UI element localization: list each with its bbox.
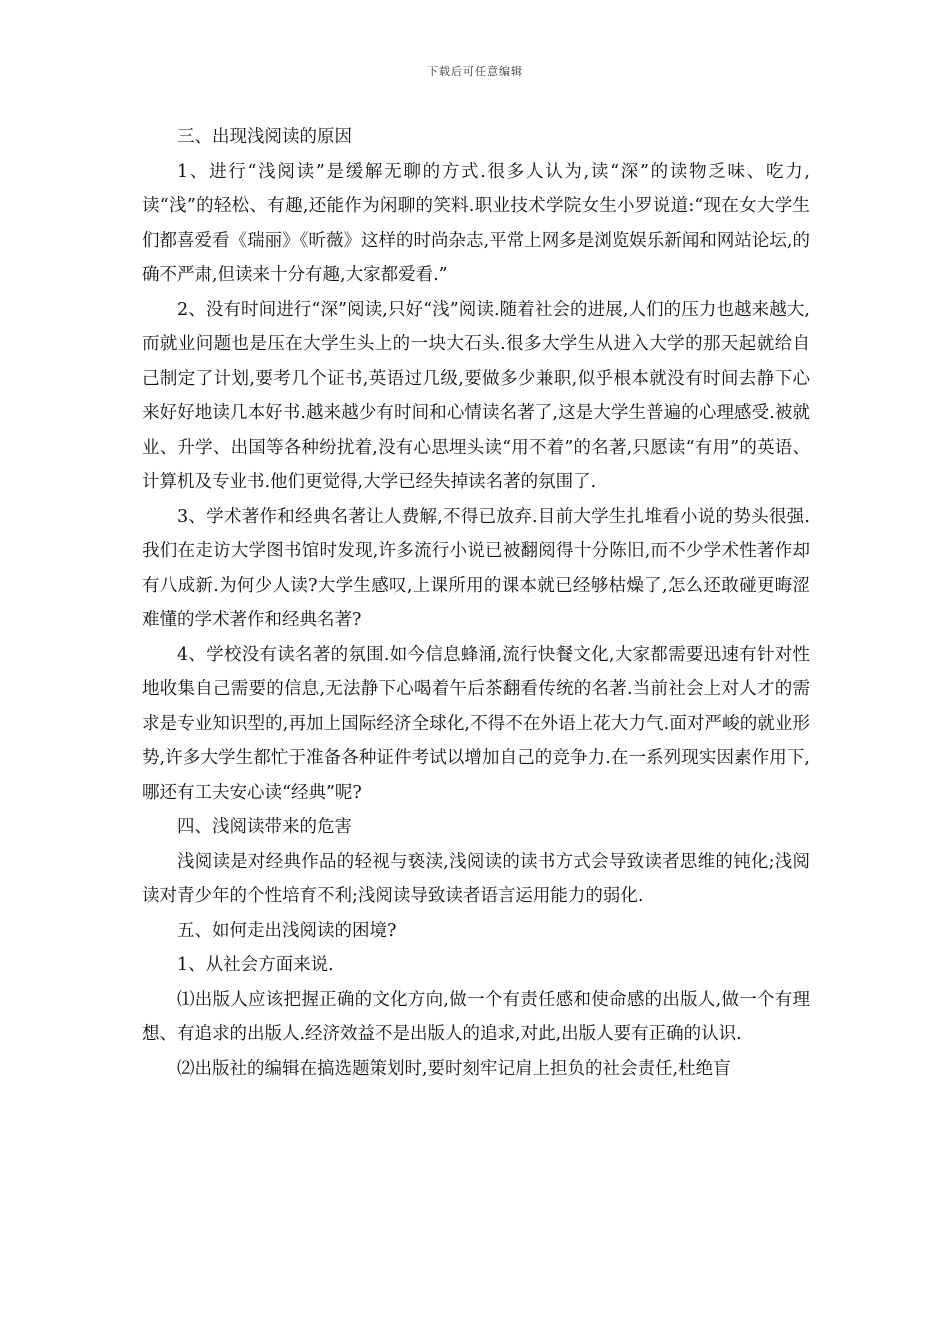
- section-heading-causes: 三、出现浅阅读的原因: [177, 127, 352, 147]
- paragraph-solution-1-item-2: ⑵出版社的编辑在搞选题策划时,要时刻牢记肩上担负的社会责任,杜绝盲: [177, 1058, 731, 1079]
- section-heading-solutions: 五、如何走出浅阅读的困境?: [177, 920, 397, 941]
- document-body: [142, 120, 810, 1086]
- paragraph-cause-1: 1、进行“浅阅读”是缓解无聊的方式.很多人认为,读“深”的读物乏味、吃力,读“浅”的轻松、有趣,还能作为闲聊的笑料.职业技术学院女生小罗说道:“现在女大学生们都喜爱看《瑞丽》《昕薇》这样的时尚杂志,平常上网多是浏览娱乐新闻和网站论坛,的确不严肃,但读来十分有趣,大家都爱看.”: [142, 161, 810, 285]
- paragraph-cause-2: 2、没有时间进行“深”阅读,只好“浅”阅读.随着社会的进展,人们的压力也越来越大,而就业问题也是压在大学生头上的一块大石头.很多大学生从进入大学的那天起就给自己制定了计划,要考几个证书,英语过几级,要做多少兼职,似乎根本就没有时间去静下心来好好地读几本好书.越来越少有时间和心情读名著了,这是大学生普遍的心理感受.被就业、升学、出国等各种纷扰着,没有心思埋头读“用不着”的名著,只愿读“有用”的英语、计算机及专业书.他们更觉得,大学已经失掉读名著的氛围了.: [142, 299, 810, 492]
- paragraph-solution-1-item-1: ⑴出版人应该把握正确的文化方向,做一个有责任感和使命感的出版人,做一个有理想、有追求的出版人.经济效益不是出版人的追求,对此,出版人要有正确的认识.: [142, 989, 810, 1044]
- paragraph-harms: 浅阅读是对经典作品的轻视与亵渎,浅阅读的读书方式会导致读者思维的钝化;浅阅读对青少年的个性培育不利;浅阅读导致读者语言运用能力的弱化.: [142, 851, 810, 906]
- section-heading-harms: 四、浅阅读带来的危害: [177, 817, 352, 837]
- paragraph-solution-1-title: 1、从社会方面来说.: [177, 955, 334, 975]
- paragraph-cause-3: 3、学术著作和经典名著让人费解,不得已放弃.目前大学生扎堆看小说的势头很强.我们在走访大学图书馆时发现,许多流行小说已被翻阅得十分陈旧,而不少学术性著作却有八成新.为何少人读?大学生感叹,上课所用的课本就已经够枯燥了,怎么还敢碰更晦涩难懂的学术著作和经典名著?: [142, 506, 810, 630]
- page-header: 下载后可任意编辑: [427, 65, 523, 78]
- paragraph-cause-4: 4、学校没有读名著的氛围.如今信息蜂涌,流行快餐文化,大家都需要迅速有针对性地收集自己需要的信息,无法静下心喝着午后茶翻看传统的名著.当前社会上对人才的需求是专业知识型的,再加上国际经济全球化,不得不在外语上花大力气.面对严峻的就业形势,许多大学生都忙于准备各种证件考试以增加自己的竞争力.在一系列现实因素作用下,哪还有工夫安心读“经典”呢?: [142, 644, 810, 803]
